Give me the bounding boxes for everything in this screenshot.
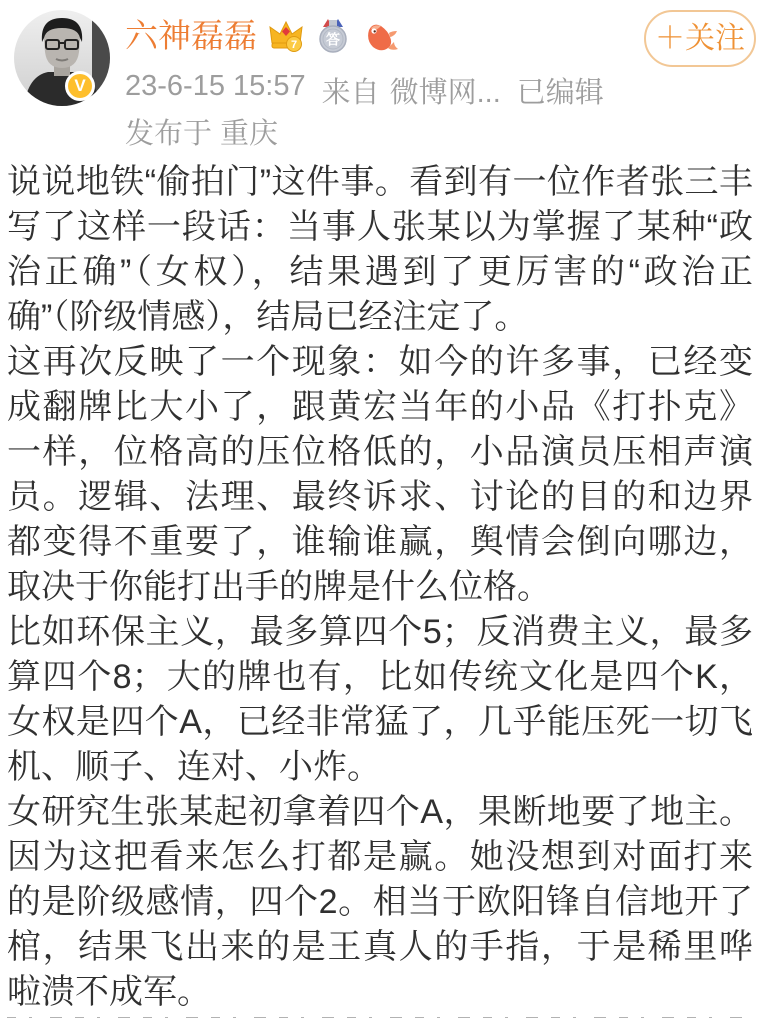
verified-badge-icon: V xyxy=(65,71,95,101)
follow-button[interactable]: ＋关注 xyxy=(644,10,756,67)
timestamp-row xyxy=(125,70,604,111)
svg-text:答: 答 xyxy=(326,31,340,48)
koi-fish-badge-icon[interactable] xyxy=(361,18,401,54)
svg-text:7: 7 xyxy=(290,39,298,51)
source-link[interactable]: 微博网... xyxy=(389,77,501,109)
post-paragraph: 说说地铁“偷拍门”这件事。看到有一位作者张三丰写了这样一段话：当事人张某以为掌握了某种“政治正确”（女权），结果遇到了更厉害的“政治正确”（阶级情感），结局已经注定了。 xyxy=(7,163,753,336)
avatar[interactable] xyxy=(14,10,110,106)
edited-label[interactable]: 已编辑 xyxy=(516,77,604,109)
name-row xyxy=(125,14,401,58)
location-label: 发布于 重庆 xyxy=(125,118,279,150)
username-link[interactable]: 六神磊磊 xyxy=(125,17,257,54)
source-prefix: 来自 xyxy=(321,77,380,109)
post-body xyxy=(0,160,760,1015)
timestamp: 23-6-15 15:57 xyxy=(125,70,306,102)
post-header xyxy=(0,0,760,152)
post-paragraph: 这再次反映了一个现象：如今的许多事，已经变成翻牌比大小了，跟黄宏当年的小品《打扑克》一样，位格高的压位格低的，小品演员压相声演员。逻辑、法理、最终诉求、讨论的目的和边界都变得不重要了，谁输谁赢，舆情会倒向哪边，取决于你能打出手的牌是什么位格。 xyxy=(7,343,753,606)
qa-medal-badge-icon[interactable] xyxy=(315,18,351,54)
post-paragraph: 女研究生张某起初拿着四个A，果断地要了地主。因为这把看来怎么打都是赢。她没想到对面打来的是阶级感情，四个2。相当于欧阳锋自信地开了棺，结果飞出来的是王真人的手指，于是稀里哗啦溃不成军。 xyxy=(7,793,753,1011)
post-paragraph: 比如环保主义，最多算四个5；反消费主义，最多算四个8；大的牌也有，比如传统文化是四个K，女权是四个A，已经非常猛了，几乎能压死一切飞机、顺子、连对、小炸。 xyxy=(7,613,753,786)
avatar-photo xyxy=(14,10,110,106)
vip-crown-badge-icon[interactable] xyxy=(267,18,305,54)
